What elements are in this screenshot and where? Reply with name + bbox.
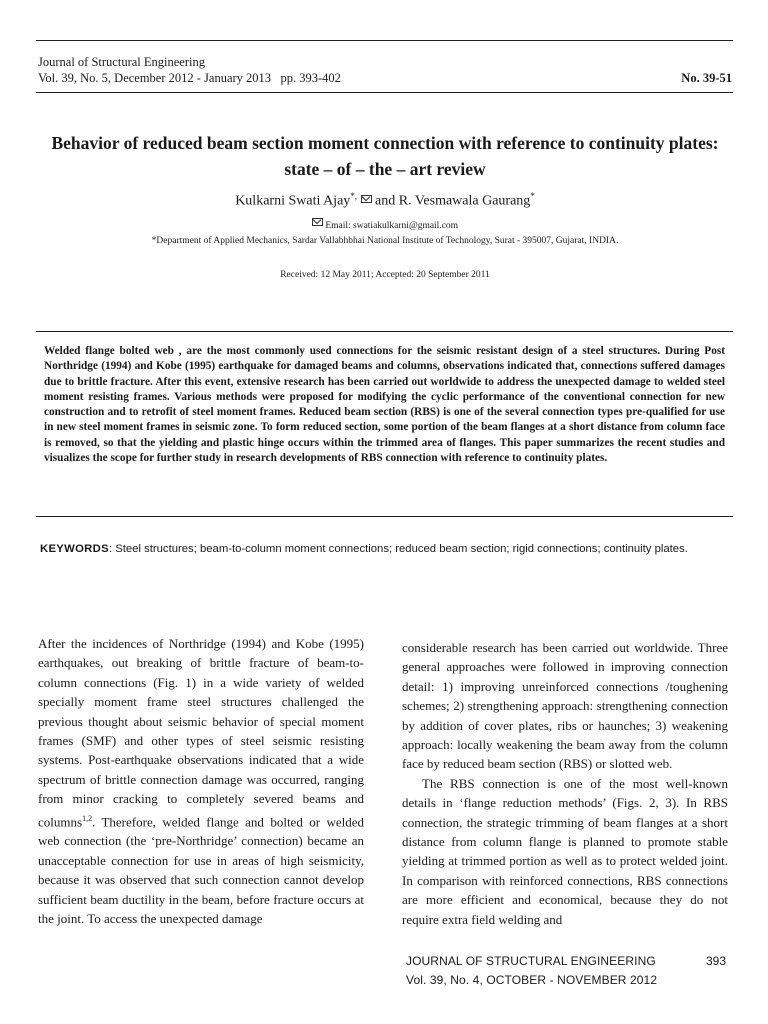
footer-journal: JOURNAL OF STRUCTURAL ENGINEERING [406,954,656,968]
body-paragraph [38,634,364,928]
received-accepted-dates: Received: 12 May 2011; Accepted: 20 September 2011 [280,270,490,280]
paper-number: No. 39-51 [681,71,732,85]
journal-name: Journal of Structural Engineering [38,55,205,69]
author-2-mark: * [530,191,535,201]
affiliation: *Department of Applied Mechanics, Sardar Vallabhbhai National Institute of Technology, Surat - 395007, Gujarat, INDIA. [151,236,619,246]
paper-title: Behavior of reduced beam section moment connection with reference to continuity plates: state – of – the – art review [51,133,719,179]
envelope-icon [312,218,323,226]
body-paragraph: The RBS connection is one of the most well-known details in ‘flange reduction methods’ (Figs. 2, 3). In RBS connection, the strategic trimming of beam flanges at a short distance from column flange is planned to promote stable yielding at trimmed portion as well as to protect welded joint. In comparison with reinforced connections, RBS connections are more efficient and economical, because they do not require extra field welding and [402,775,728,927]
email-address[interactable]: Email: swatiakulkarni@gmail.com [325,221,459,231]
reference-marker[interactable]: 1,2 [82,813,93,823]
keywords-label: KEYWORDS [40,543,109,555]
body-right-column [402,638,728,929]
abstract-box [36,331,733,517]
issue-info: Vol. 39, No. 5, December 2012 - January 2013 [38,71,272,85]
keywords-text: : Steel structures; beam-to-column moment connections; reduced beam section; rigid connections; continuity plates. [108,543,688,555]
email-line [40,218,730,231]
header-rule [36,92,733,93]
author-2: and R. Vesmawala Gaurang [371,193,531,209]
abstract-text: Welded flange bolted web , are the most commonly used connections for the seismic resistant design of a steel structures. During Post Northridge (1994) and Kobe (1995) earthquake for damaged beams and columns, observations indicated that, connections suffered damages due to brittle fracture. After this event, extensive research has been carried out worldwide to address the unexpected damage to welded steel moment resisting frames. Various methods were proposed for modifying the cyclic performance of the conventional connection for new construction and to retrofit of steel moment frames. Reduced beam section (RBS) is one of the several connection types pre-qualified for use in new steel moment frames in seismic zone. To form reduced section, some portion of the beam flanges at a short distance from column face is removed, so that the yielding and plastic hinge occurs within the trimmed area of flanges. This paper summarizes the recent studies and visualizes the scope for further study in research developments of RBS connection with reference to continuity plates. [44,345,725,465]
envelope-icon [361,195,372,203]
journal-issue [38,71,341,86]
footer-issue: Vol. 39, No. 4, OCTOBER - NOVEMBER 2012 [406,973,658,987]
body-text: . Therefore, welded flange and bolted or welded web connection (the ‘pre-Northridge’ connection) became an unacceptable connection for use in areas of high seismicity, because it was observed that such connection cannot develop sufficient beam ductility in the beam, before fracture occurs at the joint. To access the unexpected damage [38,813,364,927]
top-rule [36,40,733,41]
page-range: pp. 393-402 [280,71,341,85]
body-paragraph: considerable research has been carried out worldwide. Three general approaches were followed in improving connection detail: 1) improving unreinforced connections /toughening schemes; 2) strengthening approach: strengthening connection by addition of cover plates, ribs or haunches; 3) weakening approach: locally weakening the beam away from the column face by reduced beam section (RBS) or slotted web. [402,640,728,772]
body-left-column [38,634,364,928]
author-1-marks: *, [350,191,358,201]
author-1: Kulkarni Swati Ajay [235,193,351,209]
page-number: 393 [706,954,727,968]
body-text: After the incidences of Northridge (1994) and Kobe (1995) earthquakes, out breaking of brittle fracture of beam-to-column connections (Fig. 1) in a wide variety of welded specially moment frame steel structures challenged the previous thought about seismic behavior of special moment frames (SMF) and other types of steel seismic resisting systems. Post-earthquake observations indicated that a wide spectrum of brittle connection damage was occurred, ranging from minor cracking to completely severed beams and columns [38,636,364,829]
keywords [40,542,730,557]
author-line [40,191,730,210]
